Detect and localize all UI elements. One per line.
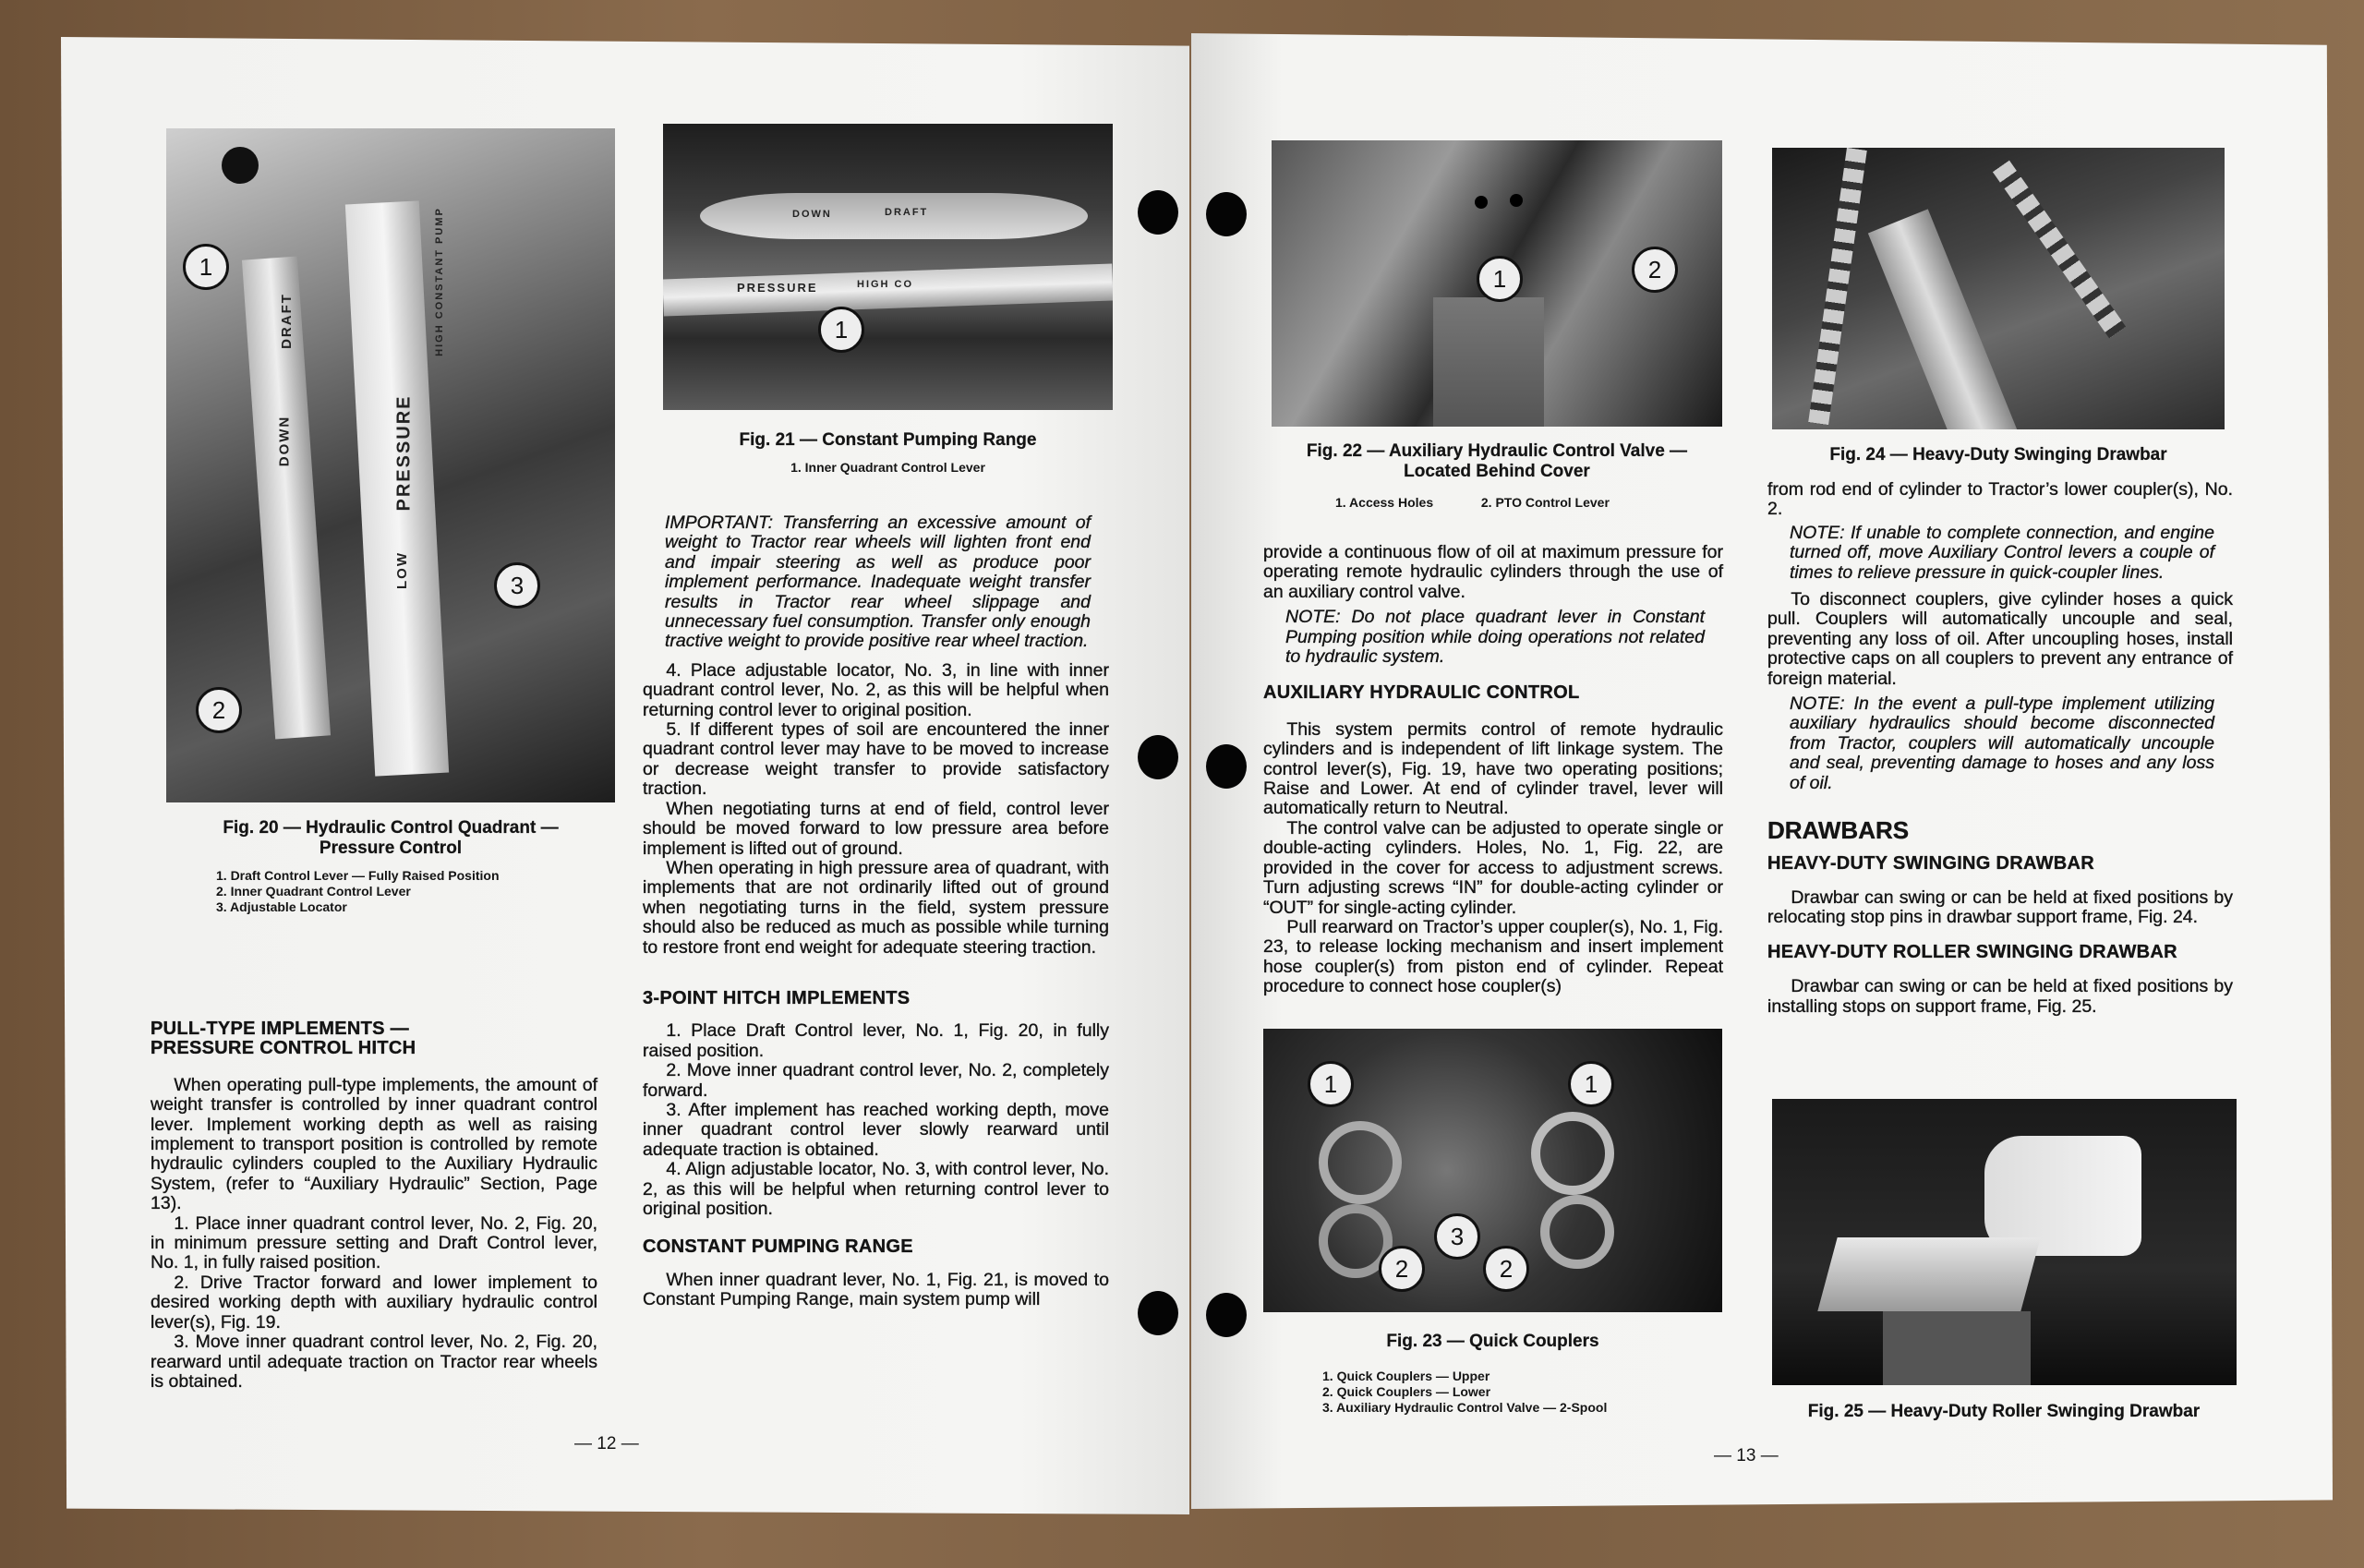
legend-item: 3. Adjustable Locator [216,899,347,914]
heading-line2: PRESSURE CONTROL HITCH [151,1038,416,1059]
legend-item: 1. Access Holes [1335,495,1434,510]
fig21-caption: Fig. 21 — Constant Pumping Range [739,430,1037,450]
paragraph: The control valve can be adjusted to operate single or double-acting cylinders. Holes, No. 1, Fig. 22, are provided in the cover for access to adjustment screws. Turn adjusting screws “IN” for double-acting cylinder or “OUT” for single-acting cylinder. [1263,817,1723,918]
photo-label-pressure: PRESSURE [393,394,415,512]
paragraph: When operating in high pressure area of quadrant, with implements that are not ordinarily lifted out of ground when negotiating turns in the field, system pressure should also be reduced as much as possible while turning to restore front end weight for adequate steering traction. [643,857,1109,958]
binder-hole [1138,1291,1178,1335]
fig21-photo [663,124,1113,410]
left-col2-text [643,513,1109,1310]
list-item: 1. Place Draft Control lever, No. 1, Fig. 20, in fully raised position. [643,1020,1109,1061]
callout-1: 1 [183,244,229,290]
fig25-photo [1772,1099,2237,1385]
fig21-legend: 1. Inner Quadrant Control Lever [790,460,985,475]
photo-label-high: HIGH CO [857,279,914,290]
binder-hole [1206,1293,1247,1337]
section-heading-constant-pumping: CONSTANT PUMPING RANGE [643,1236,913,1258]
callout-1: 1 [818,307,864,353]
paragraph: When inner quadrant lever, No. 1, Fig. 21, is moved to Constant Pumping Range, main system pump will [643,1269,1109,1310]
section-heading-heavy-duty-swinging: HEAVY-DUTY SWINGING DRAWBAR [1767,852,2095,874]
left-col1-text [151,1019,597,1392]
section-heading-auxiliary-hydraulic: AUXILIARY HYDRAULIC CONTROL [1263,682,1580,704]
list-item: 2. Drive Tractor forward and lower implement to desired working depth with auxiliary hydraulic control lever(s), Fig. 19. [151,1272,597,1333]
photo-label-low: LOW [394,551,410,589]
callout-2: 2 [1632,247,1678,293]
list-item: 3. Move inner quadrant control lever, No. 2, Fig. 20, rearward until adequate traction on Tractor rear wheels is obtained. [151,1332,597,1392]
section-heading-drawbars: DRAWBARS [1767,816,1910,845]
fig24-caption: Fig. 24 — Heavy-Duty Swinging Drawbar [1829,445,2167,464]
binder-hole [1138,190,1178,235]
right-col1-text [1263,543,1723,997]
page-number-12: — 12 — [574,1434,639,1453]
fig22-photo [1272,140,1722,427]
callout-2: 2 [196,687,242,733]
fig20-caption-line2: Pressure Control [319,838,463,858]
paragraph: 5. If different types of soil are encountered the inner quadrant control lever may have to be moved to increase or decrease weight transfer to provide satisfactory traction. [643,719,1109,800]
callout-3: 3 [494,562,540,609]
photo-label-high-constant-pump: HIGH CONSTANT PUMP [433,207,445,356]
paragraph: This system permits control of remote hydraulic cylinders and is independent of lift linkage system. The control lever(s), Fig. 19, have two operating positions; Raise and Lower. At end of cylinder travel, lever will automatically return to Neutral. [1263,718,1723,819]
fig22-legend [1335,495,1610,511]
callout-2: 2 [1379,1246,1425,1292]
paragraph: Drawbar can swing or can be held at fixed positions by installing stops on support frame, Fig. 25. [1767,976,2233,1017]
callout-3: 3 [1434,1213,1480,1260]
legend-item: 1. Draft Control Lever — Fully Raised Position [216,868,500,883]
callout-1: 1 [1308,1061,1354,1107]
important-note: IMPORTANT: Transferring an excessive amount of weight to Tractor rear wheels will lighten front end and impair steering as well as produce poor implement performance. Inadequate weight transfer results in Tractor rear wheel slippage and unnecessary fuel consumption. Transfer only enough tractive weight to provide positive rear wheel traction. [665,513,1091,652]
paragraph: Pull rearward on Tractor’s upper coupler(s), No. 1, Fig. 23, to release locking mechanism and insert implement hose coupler(s) from piston end of cylinder. Repeat procedure to connect hose coupler(s) [1263,916,1723,997]
photo-label-draft: DRAFT [278,293,295,349]
fig22-caption [1263,441,1731,482]
heading-line1: PULL-TYPE IMPLEMENTS — [151,1019,409,1039]
paragraph: When operating pull-type implements, the amount of weight transfer is controlled by inner quadrant control lever. Implement working depth as well as raising implement to transport position is controlled by remote hydraulic cylinders coupled to the Auxiliary Hydraulic System, (refer to “Auxiliary Hydraulic” Section, Page 13). [151,1074,597,1214]
note: NOTE: If unable to complete connection, and engine turned off, move Auxiliary Control levers a couple of times to relieve pressure in quick-coupler lines. [1790,522,2214,583]
photo-label-down: DOWN [276,415,293,467]
binder-hole [1206,744,1247,789]
paragraph: Drawbar can swing or can be held at fixed positions by relocating stop pins in drawbar support frame, Fig. 24. [1767,887,2233,928]
fig23-legend [1322,1369,1607,1416]
list-item: 1. Place inner quadrant control lever, No. 2, Fig. 20, in minimum pressure setting and Draft Control lever, No. 1, in fully raised position. [151,1212,597,1273]
paragraph: 4. Place adjustable locator, No. 3, in line with inner quadrant control lever, No. 2, as this will be helpful when returning control lever to original position. [643,659,1109,720]
fig20-photo [166,128,615,802]
fig22-caption-line1: Fig. 22 — Auxiliary Hydraulic Control Valve — [1306,441,1688,461]
note: NOTE: In the event a pull-type implement utilizing auxiliary hydraulics should become disconnected from Tractor, couplers will automatically uncouple and seal, preventing damage to hoses and any loss of oil. [1790,694,2214,793]
paragraph: from rod end of cylinder to Tractor’s lower coupler(s), No. 2. [1767,479,2233,520]
section-heading-pull-type [151,1019,597,1059]
fig20-legend [216,868,500,915]
list-item: 2. Move inner quadrant control lever, No. 2, completely forward. [643,1060,1109,1101]
paragraph: To disconnect couplers, give cylinder hoses a quick pull. Couplers will automatically uncouple and seal, preventing any loss of oil. After uncoupling hoses, install protective caps on all couplers to prevent any entrance of foreign material. [1767,589,2233,689]
callout-1: 1 [1477,256,1523,302]
fig25-caption: Fig. 25 — Heavy-Duty Roller Swinging Drawbar [1807,1402,2201,1421]
paragraph: When negotiating turns at end of field, control lever should be moved forward to low pressure area before implement is lifted out of ground. [643,798,1109,859]
fig23-photo [1263,1029,1722,1312]
binder-hole [1138,735,1178,779]
page-number-13: — 13 — [1714,1446,1779,1465]
callout-2: 2 [1483,1246,1529,1292]
fig24-photo [1772,148,2225,429]
legend-item: 2. PTO Control Lever [1480,495,1610,510]
paragraph: provide a continuous flow of oil at maximum pressure for operating remote hydraulic cylinders through the use of an auxiliary control valve. [1263,542,1723,602]
photo-label-pressure: PRESSURE [737,281,818,295]
fig22-caption-line2: Located Behind Cover [1404,462,1590,481]
fig20-caption-line1: Fig. 20 — Hydraulic Control Quadrant — [223,818,559,838]
binder-hole [1206,192,1247,236]
list-item: 4. Align adjustable locator, No. 3, with control lever, No. 2, as this will be helpful when returning control lever to original position. [643,1159,1109,1219]
legend-item: 2. Inner Quadrant Control Lever [216,884,411,899]
legend-item: 3. Auxiliary Hydraulic Control Valve — 2-Spool [1322,1400,1608,1415]
legend-item: 1. Quick Couplers — Upper [1322,1369,1490,1383]
fig23-caption: Fig. 23 — Quick Couplers [1386,1332,1599,1351]
callout-1: 1 [1568,1061,1614,1107]
legend-item: 2. Quick Couplers — Lower [1322,1384,1491,1399]
photo-label-draft: DRAFT [885,207,929,218]
fig20-caption [166,818,615,859]
photo-label-down: DOWN [792,209,832,220]
section-heading-roller-swinging: HEAVY-DUTY ROLLER SWINGING DRAWBAR [1767,941,2177,962]
list-item: 3. After implement has reached working depth, move inner quadrant control lever slowly rearward until adequate traction is obtained. [643,1099,1109,1160]
right-col2-text [1767,480,2233,1017]
section-heading-3-point-hitch: 3-POINT HITCH IMPLEMENTS [643,987,911,1008]
note: NOTE: Do not place quadrant lever in Constant Pumping position while doing operations not related to hydraulic system. [1285,607,1705,668]
